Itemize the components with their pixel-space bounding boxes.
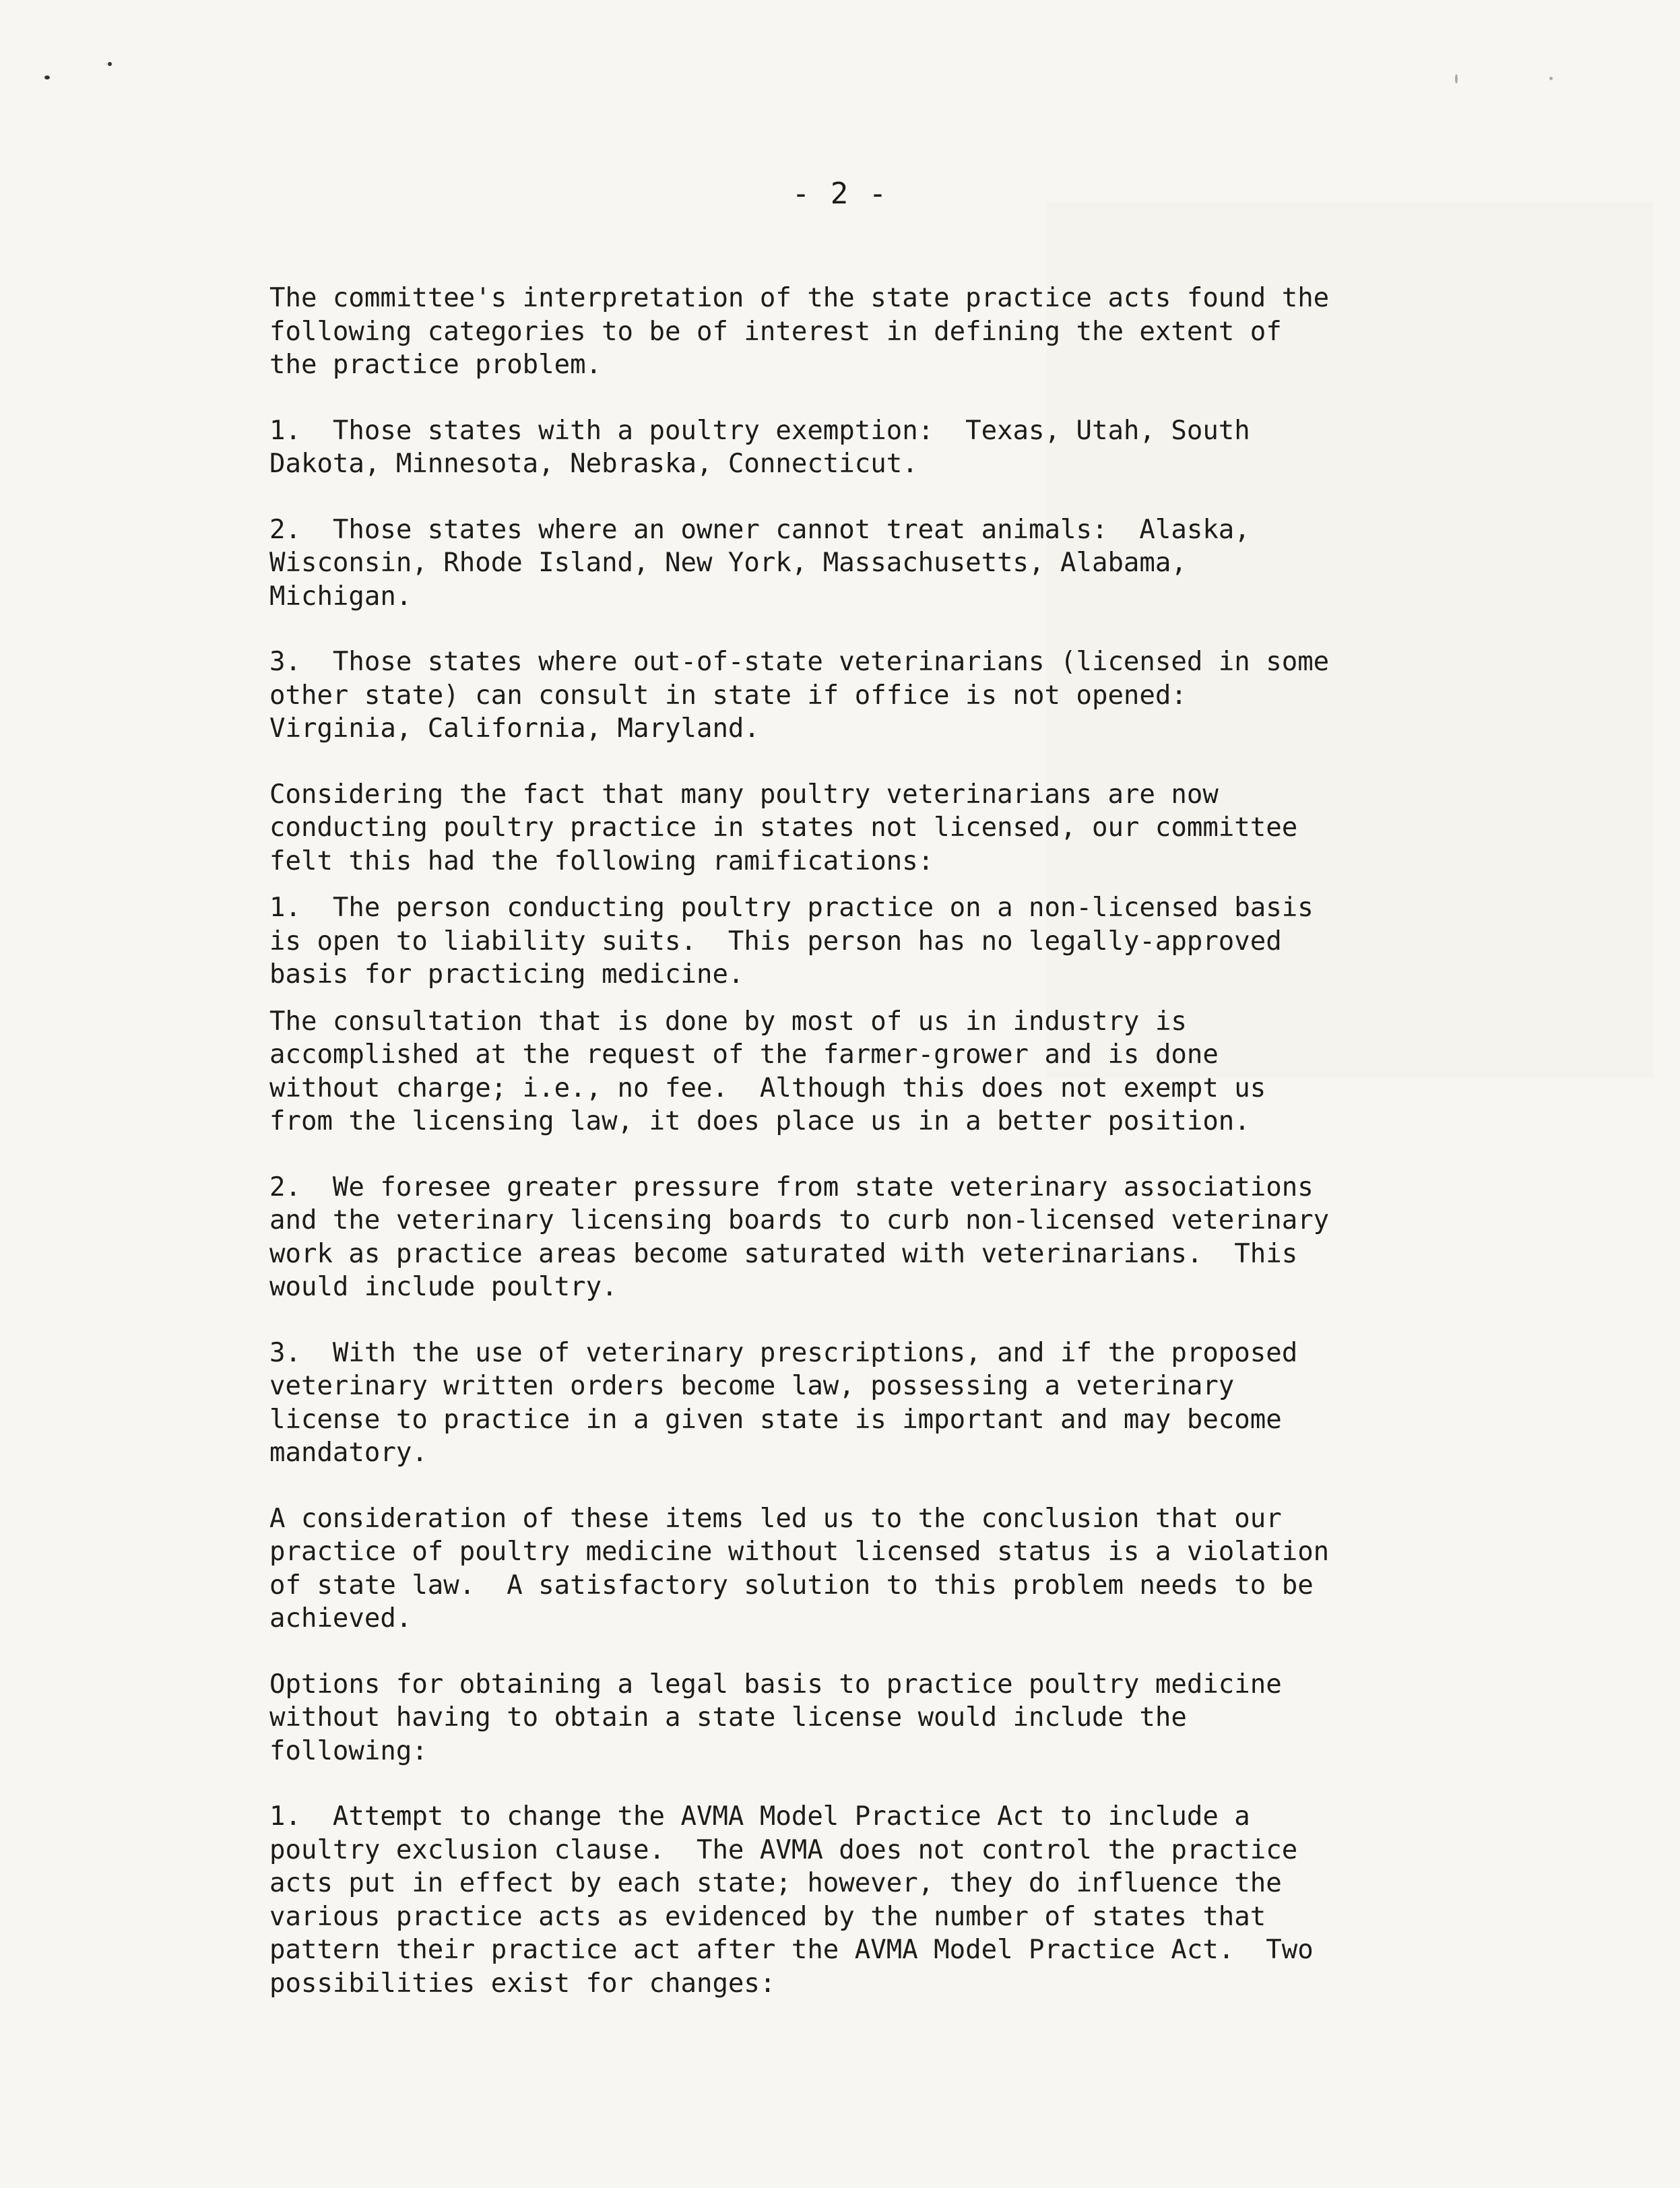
option-1-paragraph: 1. Attempt to change the AVMA Model Practice Act to include a poultry exclusion clause. The AVMA does not control the practice acts put in effect by each state; however, they do influence the various practice acts as evidenced by the number of states that pattern their practice act after the AVMA Model Practice Act. Two possibilities exist for changes: [269, 1801, 1314, 1999]
ramifications-intro-paragraph: Considering the fact that many poultry veterinarians are now conducting poultry practice in states not licensed, our committee felt this had the following ramifications: [269, 779, 1298, 876]
intro-paragraph: The committee's interpretation of the state practice acts found the following categories to be of interest in defining the extent of the practice problem. [269, 283, 1330, 380]
ramification-3-paragraph: 3. With the use of veterinary prescriptions, and if the proposed veterinary written orders become law, possessing a veterinary license to practice in a given state is important and may become mandatory. [269, 1337, 1298, 1468]
scan-speck [44, 75, 50, 79]
consultation-paragraph: The consultation that is done by most of us in industry is accomplished at the request of the farmer-grower and is done without charge; i.e., no fee. Although this does not exempt us from the licensing law, it does place us in a better position. [269, 1006, 1266, 1136]
scan-speck [1549, 77, 1553, 80]
document-body [269, 282, 1415, 2032]
category-2-paragraph: 2. Those states where an owner cannot treat animals: Alaska, Wisconsin, Rhode Island, New York, Massachusetts, Alabama, Michigan. [269, 514, 1250, 612]
conclusion-paragraph: A consideration of these items led us to the conclusion that our practice of poultry medicine without licensed status is a violation of state law. A satisfactory solution to this problem needs to be achieved. [269, 1503, 1330, 1634]
scan-speck [108, 62, 112, 66]
category-3-paragraph: 3. Those states where out-of-state veterinarians (licensed in some other state) can consult in state if office is not opened: Virginia, California, Maryland. [269, 647, 1330, 744]
ramification-2-paragraph: 2. We foresee greater pressure from state veterinary associations and the veterinary licensing boards to curb non-licensed veterinary work as practice areas become saturated with veterinarians. This would include poultry. [269, 1171, 1330, 1302]
category-1-paragraph: 1. Those states with a poultry exemption: Texas, Utah, South Dakota, Minnesota, Nebraska, Connecticut. [269, 415, 1250, 479]
ramification-1-paragraph: 1. The person conducting poultry practice on a non-licensed basis is open to liability suits. This person has no legally-approved basis for practicing medicine. [269, 893, 1314, 990]
scan-speck [1455, 74, 1458, 84]
options-intro-paragraph: Options for obtaining a legal basis to practice poultry medicine without having to obtain a state license would include the following: [269, 1669, 1282, 1766]
page-number: - 2 - [791, 176, 889, 211]
